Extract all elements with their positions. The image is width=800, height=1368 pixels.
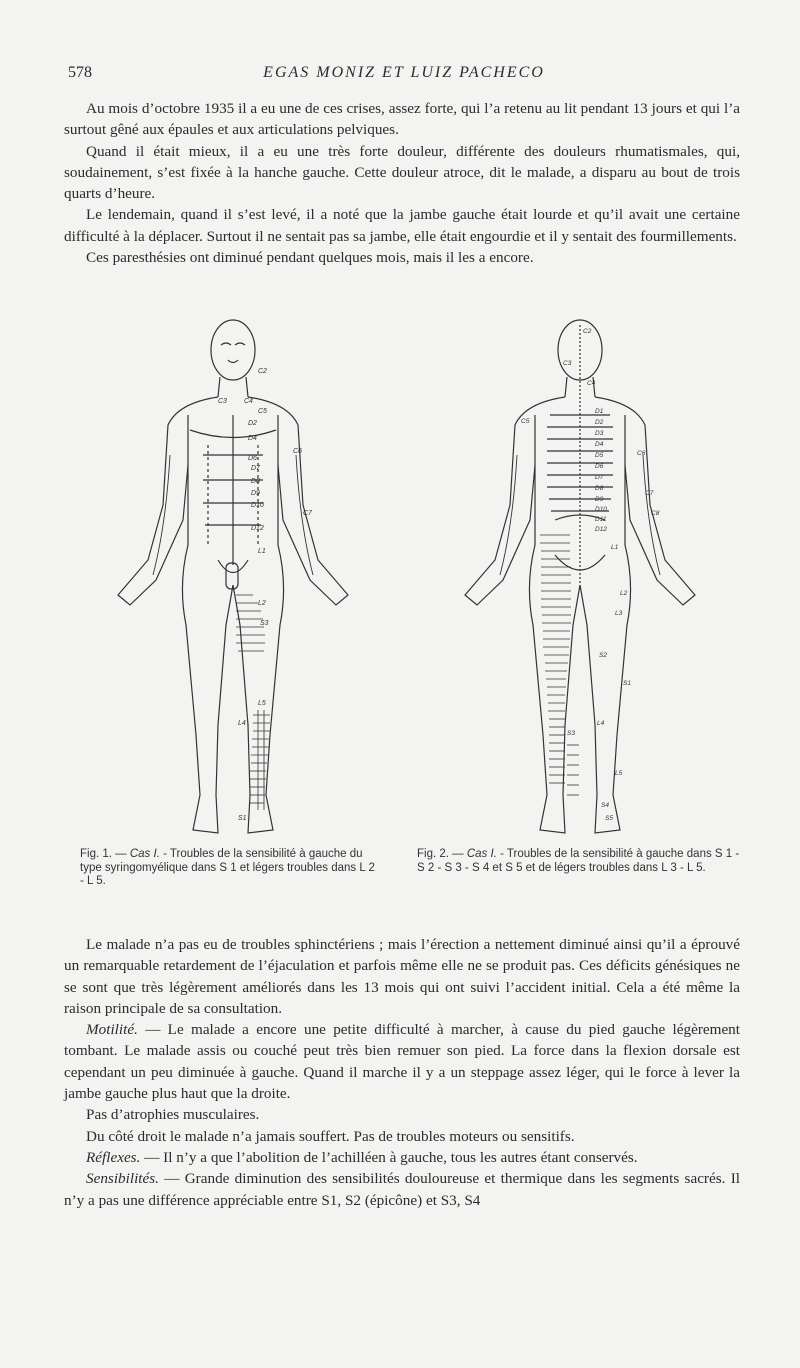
figure-caption-2 xyxy=(417,848,740,875)
dermatome-label: D9 xyxy=(595,496,604,503)
dermatome-label: L2 xyxy=(620,590,628,597)
section-label: Réflexes. xyxy=(86,1148,141,1166)
dermatome-label: C7 xyxy=(645,490,654,497)
caption-label: Fig. 1. — xyxy=(80,848,127,860)
dermatome-label: D9 xyxy=(251,490,260,497)
dermatome-label: D8 xyxy=(251,478,260,485)
page-number: 578 xyxy=(68,64,92,81)
running-title: EGAS MONIZ ET LUIZ PACHECO xyxy=(263,64,545,81)
dermatome-label: C3 xyxy=(563,360,572,367)
dermatome-label: L2 xyxy=(258,600,266,607)
section-label: Motilité. xyxy=(86,1021,138,1039)
top-text-block xyxy=(64,98,740,268)
dermatome-label: C2 xyxy=(583,328,592,335)
dermatome-label: L4 xyxy=(238,720,246,727)
dermatome-label: S1 xyxy=(238,815,247,822)
paragraph-motilite xyxy=(64,1019,740,1104)
dermatome-label: C5 xyxy=(258,408,267,415)
dermatome-label: D6 xyxy=(595,463,604,470)
paragraph-text: — Il n’y a que l’abolition de l’achilléen à gauche, tous les autres étant conservés. xyxy=(140,1148,638,1166)
dermatome-label: D7 xyxy=(595,474,604,481)
paragraph: Au mois d’octobre 1935 il a eu une de ces crises, assez forte, qui l’a retenu au lit pendant 13 jours et qui l’a surtout gêné aux épaules et aux articulations pelviques. xyxy=(64,100,740,139)
dermatome-label: C3 xyxy=(218,398,227,405)
dermatome-label: D7 xyxy=(251,465,260,472)
dermatome-label: S1 xyxy=(623,680,631,687)
section-label: Sensibilités. xyxy=(86,1170,159,1188)
dermatome-label: D10 xyxy=(595,506,607,513)
paragraph: Le lendemain, quand il s’est levé, il a noté que la jambe gauche était lourde et qu’il avait une certaine difficulté à la déplacer. Surtout il ne sentait pas sa jambe, elle était engourdie et il y sentait des fourmillements. xyxy=(64,206,740,245)
dermatome-label: D2 xyxy=(595,419,604,426)
dermatome-label: C4 xyxy=(244,398,253,405)
paragraph: Le malade n’a pas eu de troubles sphinctériens ; mais l’érection a nettement diminué ainsi qu’il a éprouvé un remarquable retardement de l’éjaculation et parfois même elle ne se produit pas. Ces déficits génésiques ne se sont que très légèrement améliorés dans les 13 mois qui ont suivi l’accident initial. Cela a été même la raison principale de sa consultation. xyxy=(64,936,740,1017)
dermatome-label: C4 xyxy=(587,380,596,387)
bottom-text-block xyxy=(64,934,740,1211)
dermatome-label: L4 xyxy=(597,720,605,727)
caption-case: Cas I. xyxy=(466,848,497,860)
paragraph: Ces paresthésies ont diminué pendant quelques mois, mais il les a encore. xyxy=(86,249,534,267)
dermatome-label: D12 xyxy=(595,526,607,533)
dermatome-label: C5 xyxy=(521,418,530,425)
dermatome-label: D4 xyxy=(248,435,257,442)
page-header xyxy=(68,64,740,86)
dermatome-label: S4 xyxy=(601,802,609,809)
caption-text: - Troubles de la sensibilité à gauche dans S 1 - S 2 - S 3 - S 4 et S 5 et de légers troubles dans L 3 - L 5. xyxy=(417,848,740,874)
dermatome-label: L5 xyxy=(258,700,266,707)
dermatome-label: D11 xyxy=(595,516,607,523)
dermatome-label: L3 xyxy=(615,610,623,617)
dermatome-label: L1 xyxy=(611,544,619,551)
dermatome-label: D2 xyxy=(248,420,257,427)
dermatome-label: D8 xyxy=(595,485,604,492)
dermatome-label: S2 xyxy=(599,652,607,659)
paragraph-sensibilites xyxy=(64,1168,740,1211)
dermatome-label: L5 xyxy=(615,770,623,777)
dermatome-label: S3 xyxy=(567,730,575,737)
dermatome-label: C8 xyxy=(651,510,660,517)
paragraph-reflexes xyxy=(64,1147,740,1168)
caption-label: Fig. 2. — xyxy=(417,848,464,860)
dermatome-front-figure xyxy=(108,305,358,845)
dermatome-label: D6 xyxy=(248,455,257,462)
dermatome-label: D1 xyxy=(595,408,604,415)
dermatome-label: C2 xyxy=(258,368,267,375)
dermatome-label: D12 xyxy=(251,525,264,532)
figure-caption-1 xyxy=(80,848,380,889)
dermatome-label: L1 xyxy=(258,548,266,555)
paragraph: Pas d’atrophies musculaires. xyxy=(86,1106,260,1124)
dermatome-back-figure xyxy=(455,305,705,845)
dermatome-label: D10 xyxy=(251,502,264,509)
paragraph: Du côté droit le malade n’a jamais souffert. Pas de troubles moteurs ou sensitifs. xyxy=(86,1127,575,1145)
dermatome-label: S3 xyxy=(260,620,269,627)
dermatome-label: D3 xyxy=(595,430,604,437)
caption-text: - Troubles de la sensibilité à gauche du type syringomyélique dans S 1 et légers troubles dans L 2 - L 5. xyxy=(80,848,375,887)
dermatome-label: S5 xyxy=(605,815,613,822)
paragraph-text: — Grande diminution des sensibilités douloureuse et thermique dans les segments sacrés. Il n’y a pas une différence appréciable entre S1, S2 (épicône) et S3, S4 xyxy=(64,1170,740,1209)
dermatome-label: D5 xyxy=(595,452,604,459)
dermatome-label: C6 xyxy=(293,448,302,455)
dermatome-label: C6 xyxy=(637,450,646,457)
caption-case: Cas I. xyxy=(129,848,160,860)
paragraph: Quand il était mieux, il a eu une très forte douleur, différente des douleurs rhumatismales, qui, soudainement, s’est fixée à la hanche gauche. Cette douleur atroce, dit le malade, a disparu au bout de trois quarts d’heure. xyxy=(64,142,740,203)
paragraph-text: — Le malade a encore une petite difficulté à marcher, à cause du pied gauche légèrement tombant. Le malade assis ou couché peut très bien remuer son pied. La force dans la flexion dorsale est cependant un peu diminuée à gauche. Quand il marche il y a un steppage assez léger, qui le force à lever la jambe gauche plus haut que la droite. xyxy=(64,1021,740,1103)
dermatome-label: C7 xyxy=(303,510,312,517)
dermatome-label: D4 xyxy=(595,441,604,448)
